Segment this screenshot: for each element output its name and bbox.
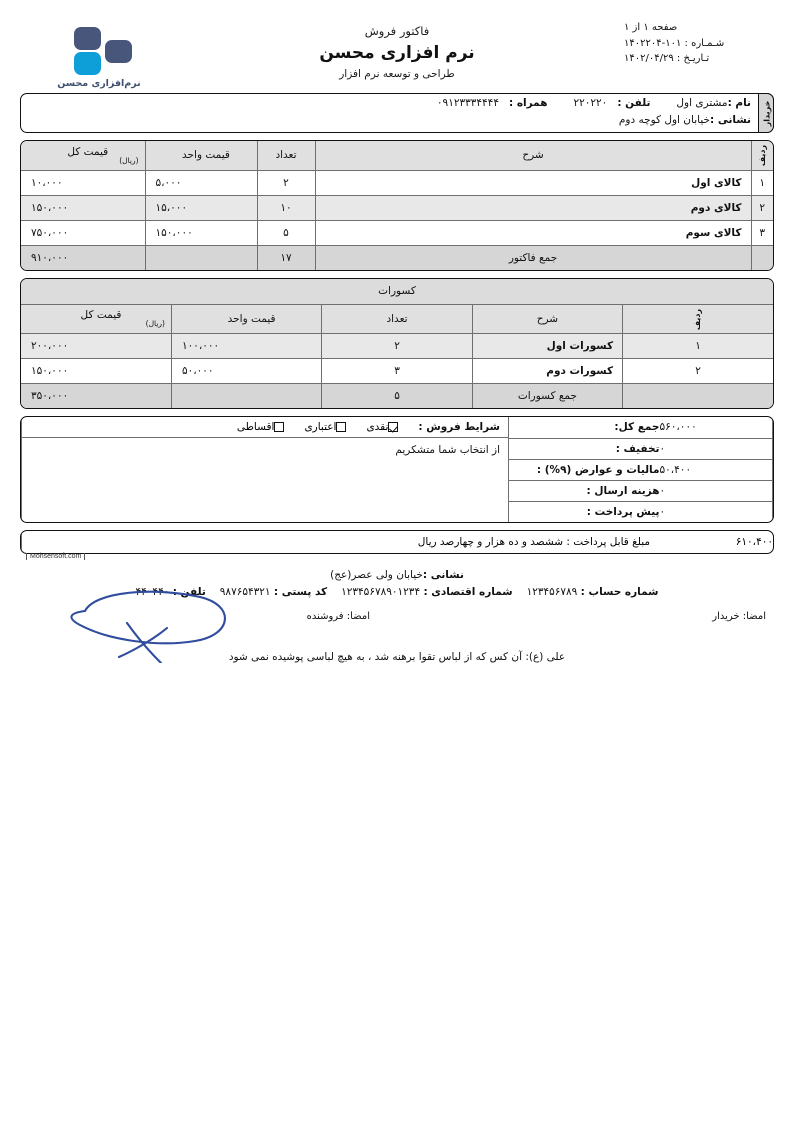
deduction-desc: کسورات اول bbox=[472, 333, 622, 358]
handwritten-signature bbox=[55, 583, 265, 663]
seller-account-label: شماره حساب : bbox=[580, 586, 659, 598]
table-row bbox=[21, 170, 773, 195]
totals-panel bbox=[508, 417, 773, 522]
deductions-header-row bbox=[21, 304, 773, 333]
seller-postal-label: کد پستی : bbox=[273, 586, 328, 598]
buyer-mobile-value: ۰۹۱۲۳۳۳۴۴۴۴ bbox=[436, 97, 499, 109]
deductions-table bbox=[21, 279, 773, 408]
item-unit-price: ۱۵،۰۰۰ bbox=[145, 195, 257, 220]
totals-table bbox=[508, 417, 773, 522]
seller-address-line bbox=[20, 567, 774, 584]
company-subtitle: طراحی و توسعه نرم افزار bbox=[339, 68, 455, 80]
page-indicator: صفحه ۱ از ۱ bbox=[624, 22, 678, 33]
invoice-date-value: ۱۴۰۲/۰۴/۲۹ bbox=[624, 53, 674, 64]
deduction-row-no: ۱ bbox=[623, 333, 773, 358]
totals-section bbox=[20, 416, 774, 523]
signature-buyer-label: امضا: خریدار bbox=[712, 611, 766, 622]
items-summary-label: جمع فاکتور bbox=[315, 245, 751, 270]
items-body bbox=[21, 170, 773, 270]
item-qty: ۱۰ bbox=[257, 195, 315, 220]
deduction-unit-price: ۱۰۰،۰۰۰ bbox=[171, 333, 321, 358]
item-total-price: ۷۵۰،۰۰۰ bbox=[21, 220, 145, 245]
signature-seller-label: امضا: فروشنده bbox=[306, 611, 370, 622]
invoice-header bbox=[20, 18, 774, 90]
invoice-date-label: تـاریـخ : bbox=[676, 53, 710, 64]
deductions-summary-unit bbox=[171, 383, 321, 408]
table-row bbox=[21, 195, 773, 220]
buyer-address-value: خیابان اول کوچه دوم bbox=[618, 114, 710, 126]
item-qty: ۲ bbox=[257, 170, 315, 195]
buyer-tab bbox=[758, 93, 774, 133]
seller-phone-label: تلفن : bbox=[172, 586, 206, 598]
items-summary-qty: ۱۷ bbox=[257, 245, 315, 270]
sale-condition-cash[interactable] bbox=[366, 421, 402, 433]
item-total-price: ۱۵۰،۰۰۰ bbox=[21, 195, 145, 220]
buyer-phone-label: تلفن : bbox=[617, 97, 651, 109]
items-summary-spacer bbox=[751, 245, 773, 270]
totals-row bbox=[509, 459, 773, 480]
items-table-frame bbox=[20, 140, 774, 271]
sale-condition-credit-label: اعتباری bbox=[304, 421, 337, 433]
deductions-body bbox=[21, 333, 773, 408]
sale-condition-installment[interactable] bbox=[237, 421, 289, 433]
buyer-address-label: نشانی : bbox=[710, 114, 751, 126]
item-unit-price: ۵،۰۰۰ bbox=[145, 170, 257, 195]
deductions-table-frame bbox=[20, 278, 774, 409]
deductions-section-title-row bbox=[21, 279, 773, 304]
deductions-summary-label: جمع کسورات bbox=[472, 383, 622, 408]
table-row bbox=[21, 220, 773, 245]
buyer-name-label: نام : bbox=[727, 97, 751, 109]
sale-conditions-label: شرایط فروش : bbox=[418, 421, 500, 433]
company-name: نرم افزاری محسن bbox=[319, 43, 475, 63]
seller-econ-value: ۱۲۳۴۵۶۷۸۹۰۱۲۳۴ bbox=[341, 586, 421, 598]
items-summary-total: ۹۱۰،۰۰۰ bbox=[21, 245, 145, 270]
deduction-qty: ۳ bbox=[322, 358, 472, 383]
buyer-tab-label: خریدار bbox=[762, 100, 772, 127]
invoice-date bbox=[624, 51, 774, 67]
checkbox-cash-icon[interactable] bbox=[388, 422, 398, 432]
payable-amount: ۶۱۰،۴۰۰ bbox=[735, 536, 773, 548]
seller-econ-label: شماره اقتصادی : bbox=[423, 586, 513, 598]
thanks-note: از انتخاب شما متشکریم bbox=[395, 444, 500, 456]
buyer-name-value: مشتری اول bbox=[676, 97, 728, 109]
totals-row bbox=[509, 438, 773, 459]
item-desc: کالای دوم bbox=[315, 195, 751, 220]
payable-row bbox=[20, 530, 774, 554]
deduction-total-price: ۱۵۰،۰۰۰ bbox=[21, 358, 171, 383]
total-prepaid-label: پیش پرداخت : bbox=[509, 501, 660, 522]
items-summary-unit bbox=[145, 245, 257, 270]
items-header-row bbox=[21, 141, 773, 170]
deductions-summary-qty: ۵ bbox=[322, 383, 472, 408]
items-col-unit-price: قیمت واحد bbox=[145, 141, 257, 170]
payable-text: مبلغ قابل پرداخت : ششصد و ده هزار و چهارصد ریال bbox=[21, 531, 659, 553]
item-total-price: ۱۰،۰۰۰ bbox=[21, 170, 145, 195]
sale-conditions-panel bbox=[21, 417, 508, 522]
deductions-col-qty: تعداد bbox=[322, 304, 472, 333]
total-shipping-value: ۰ bbox=[660, 480, 773, 501]
seller-address-label: نشانی : bbox=[422, 569, 464, 581]
items-col-total-price: قیمت کل (ریال) bbox=[21, 141, 145, 170]
deductions-summary-spacer bbox=[623, 383, 773, 408]
deduction-total-price: ۲۰۰،۰۰۰ bbox=[21, 333, 171, 358]
buyer-mobile-label: همراه : bbox=[508, 97, 548, 109]
seller-account-value: ۱۲۳۴۵۶۷۸۹ bbox=[526, 586, 578, 598]
total-discount-label: تخفیف : bbox=[509, 438, 660, 459]
deductions-col-unit-price: قیمت واحد bbox=[171, 304, 321, 333]
items-col-qty: تعداد bbox=[257, 141, 315, 170]
seller-postal-value: ۹۸۷۶۵۴۳۲۱ bbox=[219, 586, 271, 598]
invoice-number-value: ۱۰۱-۱۴۰۲۲۰۴ bbox=[624, 37, 682, 49]
buyer-line-1 bbox=[437, 97, 751, 109]
items-col-desc: شرح bbox=[315, 141, 751, 170]
invoice-number bbox=[624, 36, 774, 52]
deductions-col-desc: شرح bbox=[472, 304, 622, 333]
deductions-summary-total: ۳۵۰،۰۰۰ bbox=[21, 383, 171, 408]
item-desc: کالای اول bbox=[315, 170, 751, 195]
invoice-sheet bbox=[20, 18, 774, 666]
sale-condition-cash-label: نقدی bbox=[366, 421, 389, 433]
totals-row bbox=[509, 480, 773, 501]
watermark-text: Mohsensoft.com bbox=[26, 553, 85, 560]
deduction-row-no: ۲ bbox=[623, 358, 773, 383]
total-grand-label: جمع کل: bbox=[509, 417, 660, 438]
sale-conditions-row bbox=[22, 417, 508, 438]
sale-condition-credit[interactable] bbox=[304, 421, 350, 433]
deductions-col-row: ردیف bbox=[623, 304, 773, 333]
item-desc: کالای سوم bbox=[315, 220, 751, 245]
deductions-section-title: کسورات bbox=[21, 279, 773, 304]
seller-address-value: خیابان ولی عصر(عج) bbox=[330, 569, 423, 581]
totals-row bbox=[509, 417, 773, 438]
deductions-summary-row bbox=[21, 383, 773, 408]
total-tax-value: ۵۰،۴۰۰ bbox=[660, 459, 773, 480]
deduction-qty: ۲ bbox=[322, 333, 472, 358]
item-row-no: ۲ bbox=[751, 195, 773, 220]
footer-quote: علی (ع): آن کس که از لباس تقوا برهنه شد ، به هیچ لباسی پوشیده نمی شود bbox=[228, 651, 566, 663]
sale-condition-installment-label: اقساطی bbox=[236, 421, 275, 433]
checkbox-credit-icon[interactable] bbox=[336, 422, 346, 432]
total-shipping-label: هزینه ارسال : bbox=[509, 480, 660, 501]
item-unit-price: ۱۵۰،۰۰۰ bbox=[145, 220, 257, 245]
item-row-no: ۳ bbox=[751, 220, 773, 245]
items-table bbox=[21, 141, 773, 270]
item-row-no: ۱ bbox=[751, 170, 773, 195]
total-tax-label: مالیات و عوارض (۹%) : bbox=[509, 459, 660, 480]
items-summary-row bbox=[21, 245, 773, 270]
deduction-desc: کسورات دوم bbox=[472, 358, 622, 383]
table-row bbox=[21, 333, 773, 358]
document-type: فاکتور فروش bbox=[364, 24, 430, 38]
deduction-unit-price: ۵۰،۰۰۰ bbox=[171, 358, 321, 383]
item-qty: ۵ bbox=[257, 220, 315, 245]
totals-row bbox=[509, 501, 773, 522]
total-discount-value: ۰ bbox=[660, 438, 773, 459]
logo-caption: نرم‌افزاری محسن bbox=[57, 78, 141, 89]
total-grand-value: ۵۶۰،۰۰۰ bbox=[660, 417, 773, 438]
buyer-info-box bbox=[20, 93, 774, 133]
total-prepaid-value: ۰ bbox=[660, 501, 773, 522]
buyer-phone-value: ۲۲۰۲۲۰ bbox=[573, 97, 608, 109]
watermark-tag bbox=[20, 554, 774, 565]
invoice-number-label: شـمـاره : bbox=[684, 37, 725, 49]
checkbox-installment-icon[interactable] bbox=[274, 422, 284, 432]
table-row bbox=[21, 358, 773, 383]
deductions-col-total-price: قیمت کل (ریال) bbox=[21, 304, 171, 333]
seller-phone-value: ۴۴۰۴۴۰ bbox=[135, 586, 170, 598]
items-col-row: ردیف bbox=[751, 141, 773, 170]
buyer-line-2 bbox=[619, 114, 751, 126]
invoice-meta bbox=[624, 20, 774, 67]
